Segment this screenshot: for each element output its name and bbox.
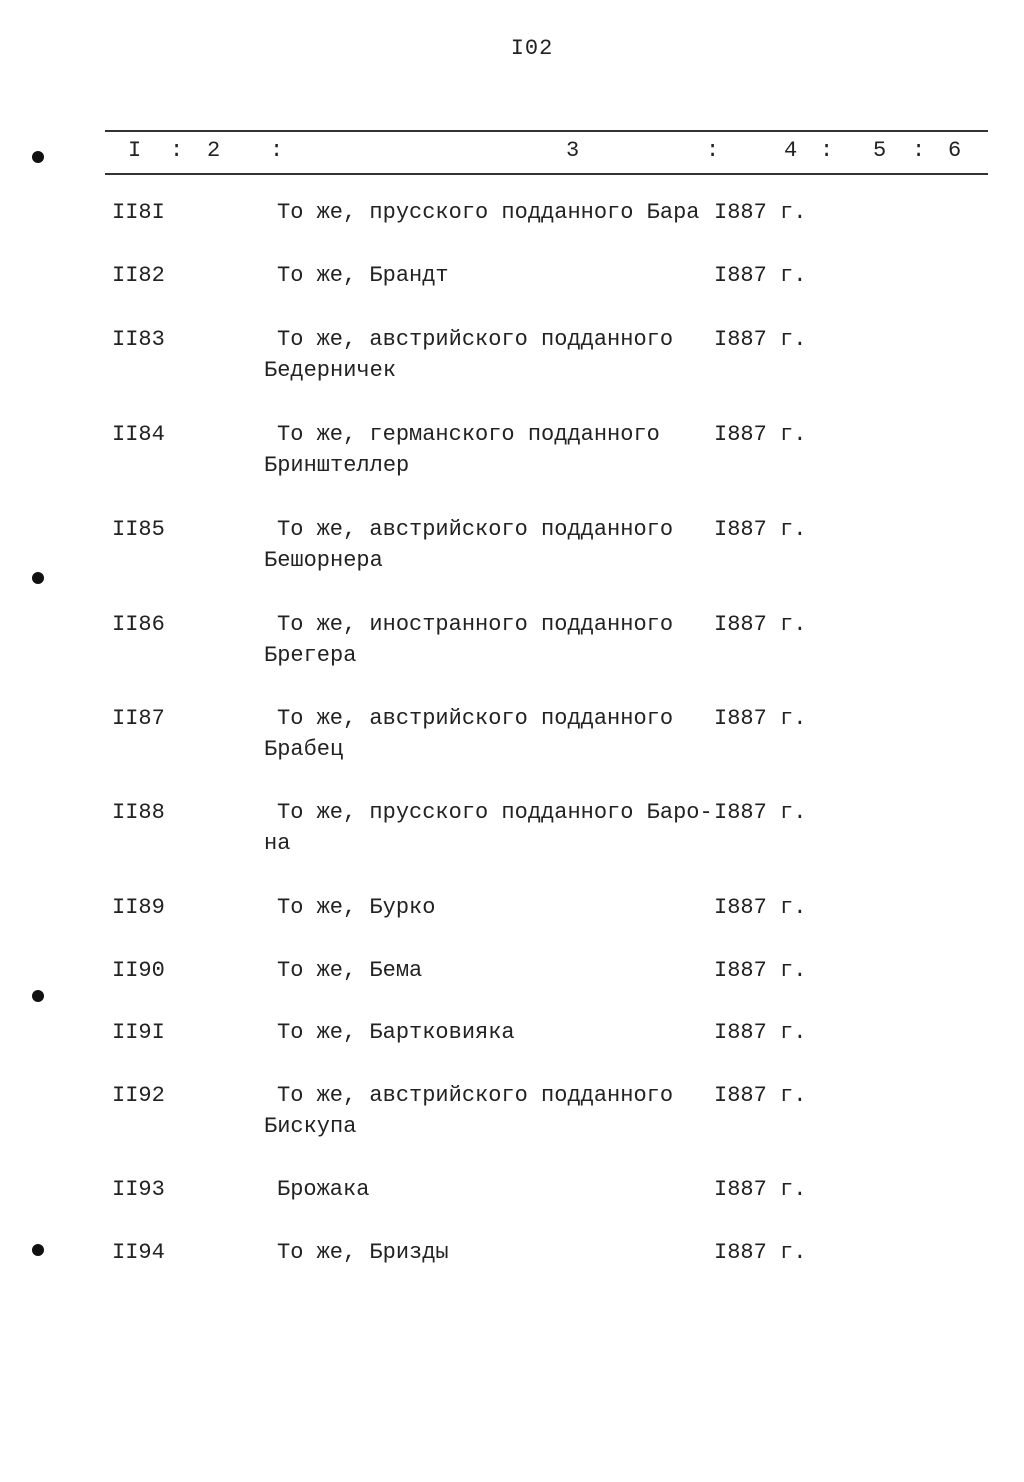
- row-number: II89: [112, 895, 165, 920]
- row-number: II82: [112, 263, 165, 288]
- table-row: [0, 422, 1024, 492]
- header-col-6: 6: [948, 138, 962, 163]
- row-description: То же, австрийского подданного: [277, 1083, 674, 1108]
- header-top-rule: [105, 130, 988, 132]
- table-row: [0, 327, 1024, 397]
- table-row: [0, 517, 1024, 587]
- table-row: [0, 1083, 1024, 1153]
- row-description-continued: на: [264, 831, 291, 856]
- header-col-1: I: [128, 138, 142, 163]
- row-description: То же, прусского подданного Баро-: [277, 800, 713, 825]
- table-row: [0, 1020, 1024, 1090]
- row-description-continued: Брегера: [264, 643, 357, 668]
- row-description: То же, Бурко: [277, 895, 436, 920]
- row-number: II8I: [112, 200, 165, 225]
- row-year: I887 г.: [714, 800, 807, 825]
- binding-hole-mark: [32, 151, 44, 163]
- row-description-continued: Бедерничек: [264, 358, 397, 383]
- table-row: [0, 800, 1024, 870]
- row-year: I887 г.: [714, 612, 807, 637]
- row-description: То же, Брандт: [277, 263, 449, 288]
- row-description: То же, иностранного подданного: [277, 612, 674, 637]
- row-number: II94: [112, 1240, 165, 1265]
- header-separator: :: [912, 138, 926, 163]
- binding-hole-mark: [32, 990, 44, 1002]
- row-description-continued: Бискупа: [264, 1114, 357, 1139]
- row-description: То же, Бартковияка: [277, 1020, 515, 1045]
- page-number: I02: [510, 36, 554, 61]
- row-number: II85: [112, 517, 165, 542]
- header-col-3: 3: [566, 138, 580, 163]
- row-year: I887 г.: [714, 422, 807, 447]
- row-year: I887 г.: [714, 1020, 807, 1045]
- table-row: [0, 895, 1024, 965]
- row-description-continued: Брабец: [264, 737, 344, 762]
- row-number: II92: [112, 1083, 165, 1108]
- table-row: [0, 263, 1024, 333]
- row-year: I887 г.: [714, 327, 807, 352]
- table-row: [0, 1177, 1024, 1247]
- row-year: I887 г.: [714, 200, 807, 225]
- row-number: II84: [112, 422, 165, 447]
- table-row: [0, 958, 1024, 1028]
- row-description: То же, прусского подданного Бара: [277, 200, 700, 225]
- binding-hole-mark: [32, 1244, 44, 1256]
- row-year: I887 г.: [714, 706, 807, 731]
- row-description: То же, германского подданного: [277, 422, 660, 447]
- table-row: [0, 706, 1024, 776]
- row-number: II90: [112, 958, 165, 983]
- header-col-2: 2: [207, 138, 221, 163]
- header-separator: :: [270, 138, 284, 163]
- row-description: Брожака: [277, 1177, 370, 1202]
- row-description: То же, австрийского подданного: [277, 517, 674, 542]
- row-year: I887 г.: [714, 1177, 807, 1202]
- row-description: То же, австрийского подданного: [277, 327, 674, 352]
- row-year: I887 г.: [714, 517, 807, 542]
- header-col-5: 5: [873, 138, 887, 163]
- header-separator: :: [706, 138, 720, 163]
- header-separator: :: [820, 138, 834, 163]
- row-description-continued: Бринштеллер: [264, 453, 410, 478]
- table-row: [0, 200, 1024, 270]
- row-number: II86: [112, 612, 165, 637]
- row-description: То же, австрийского подданного: [277, 706, 674, 731]
- header-separator: :: [170, 138, 184, 163]
- binding-hole-mark: [32, 572, 44, 584]
- row-description: То же, Бема: [277, 958, 423, 983]
- row-number: II9I: [112, 1020, 165, 1045]
- row-year: I887 г.: [714, 1240, 807, 1265]
- row-description-continued: Бешорнера: [264, 548, 383, 573]
- header-bottom-rule: [105, 173, 988, 175]
- row-description: То же, Бризды: [277, 1240, 449, 1265]
- table-row: [0, 612, 1024, 682]
- table-row: [0, 1240, 1024, 1310]
- row-number: II87: [112, 706, 165, 731]
- row-number: II88: [112, 800, 165, 825]
- row-year: I887 г.: [714, 895, 807, 920]
- row-year: I887 г.: [714, 263, 807, 288]
- row-number: II83: [112, 327, 165, 352]
- row-number: II93: [112, 1177, 165, 1202]
- header-col-4: 4: [784, 138, 798, 163]
- row-year: I887 г.: [714, 958, 807, 983]
- row-year: I887 г.: [714, 1083, 807, 1108]
